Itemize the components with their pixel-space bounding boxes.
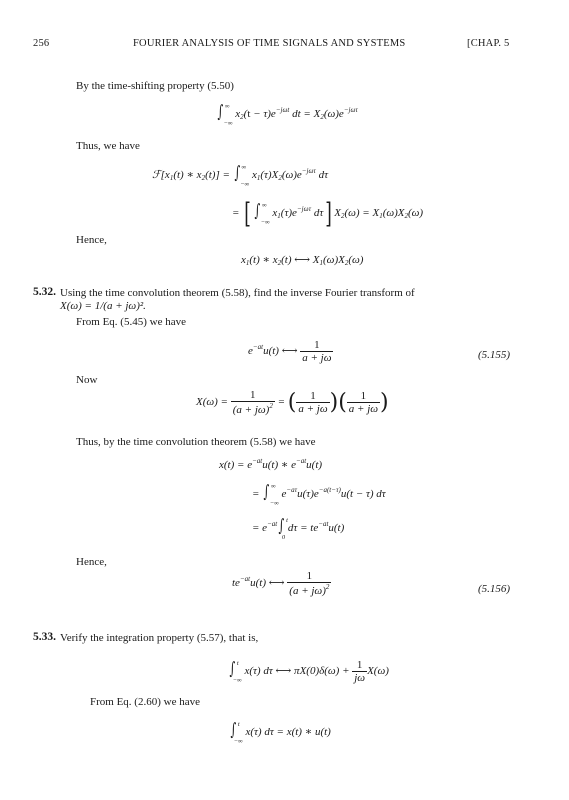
from-eq-260-text: From Eq. (2.60) we have [90,696,200,708]
inverse-convolution-line-2: = ∫ ∞$_{-\infty}$ $e^{-a\tau}u(\tau)e^{-a(t-\tau)}u(t - \tau)$ dτ [252,482,386,507]
chapter-label: [CHAP. 5 [467,38,510,49]
hence-text-2: Hence, [76,556,107,568]
thus-we-have-text: Thus, we have [76,140,140,152]
time-shift-intro: By the time-shifting property (5.50) [76,80,234,92]
convolution-transform-equation: $ℱ[x_1(t)$ ∗ $x_2(t)$] = ∫ ∞$_{-\infty}$ $x_1(\tau)X_2(\omega)e^{-j\omega\tau}$ dτ [152,163,329,188]
equation-number-5-156: (5.156) [478,583,511,595]
hence-text-1: Hence, [76,234,107,246]
problem-5-32-number: 5.32. [33,286,56,298]
problem-5-33-statement: Verify the integration property (5.57), that is, [60,632,259,644]
problem-5-32-statement: Using the time convolution theorem (5.58), find the inverse Fourier transform of [60,287,415,299]
problem-5-32-statement-2: X(ω) = 1/(a + jω)². [60,300,146,312]
from-eq-545-text: From Eq. (5.45) we have [76,316,186,328]
inverse-convolution-line-1: $x(t) = e^{-at}u(t)$ ∗ $e^{-at}u(t)$ [219,457,323,471]
equation-number-5-155: (5.155) [478,349,511,361]
convolution-factored-equation: = [ ∫ ∞$_{-\infty}$ $x_1(\tau)e^{-j\omega\tau}$ dτ] $X_2(\omega) = X_1(\omega)X_2(\omega)$ [232,197,424,230]
page-number: 256 [33,38,50,49]
problem-5-33-number: 5.33. [33,631,56,643]
now-text: Now [76,374,98,386]
convolution-theorem-result: $x_1(t)$ ∗ $x_2(t)$ ⟷ $X_1(\omega)X_2(\omega)$ [241,254,364,267]
running-title: FOURIER ANALYSIS OF TIME SIGNALS AND SYSTEMS [133,38,406,49]
integral-as-convolution-equation: ∫ $^t_{-\infty}$ x(τ) dτ = x(t) ∗ u(t) [230,720,331,745]
inverse-convolution-line-3: = $e^{-at}\int$ $^t_0$ $d\tau = te^{-at}u(t)$ [252,516,345,541]
thus-by-558-text: Thus, by the time convolution theorem (5.58) we have [76,436,316,448]
time-shift-equation: ∫ ∞$_{-\infty}$ $x_2(t - \tau)e^{-j\omega t}$ dt = $X_2(\omega)e^{-j\omega\tau}$ [217,102,358,127]
x-omega-factored: X(ω) = $\frac{1}{(a + j\omega)^2}$ = ( $\frac{1}{a + j\omega}$ )( $\frac{1}{a + j\omega}$ ) [196,389,389,416]
integration-property-equation: ∫ $^t_{-\infty}$ x(τ) dτ ⟷ πX(0)δ(ω) + $\frac{1}{j\omega}$ X(ω) [229,659,389,685]
exponential-transform-pair: $e^{-at}u(t)$ ⟷ $\frac{1}{a + j\omega}$ [248,339,332,364]
t-exponential-transform-pair: $te^{-at}u(t)$ ⟷ $\frac{1}{(a + j\omega)^2}$ [232,570,330,597]
